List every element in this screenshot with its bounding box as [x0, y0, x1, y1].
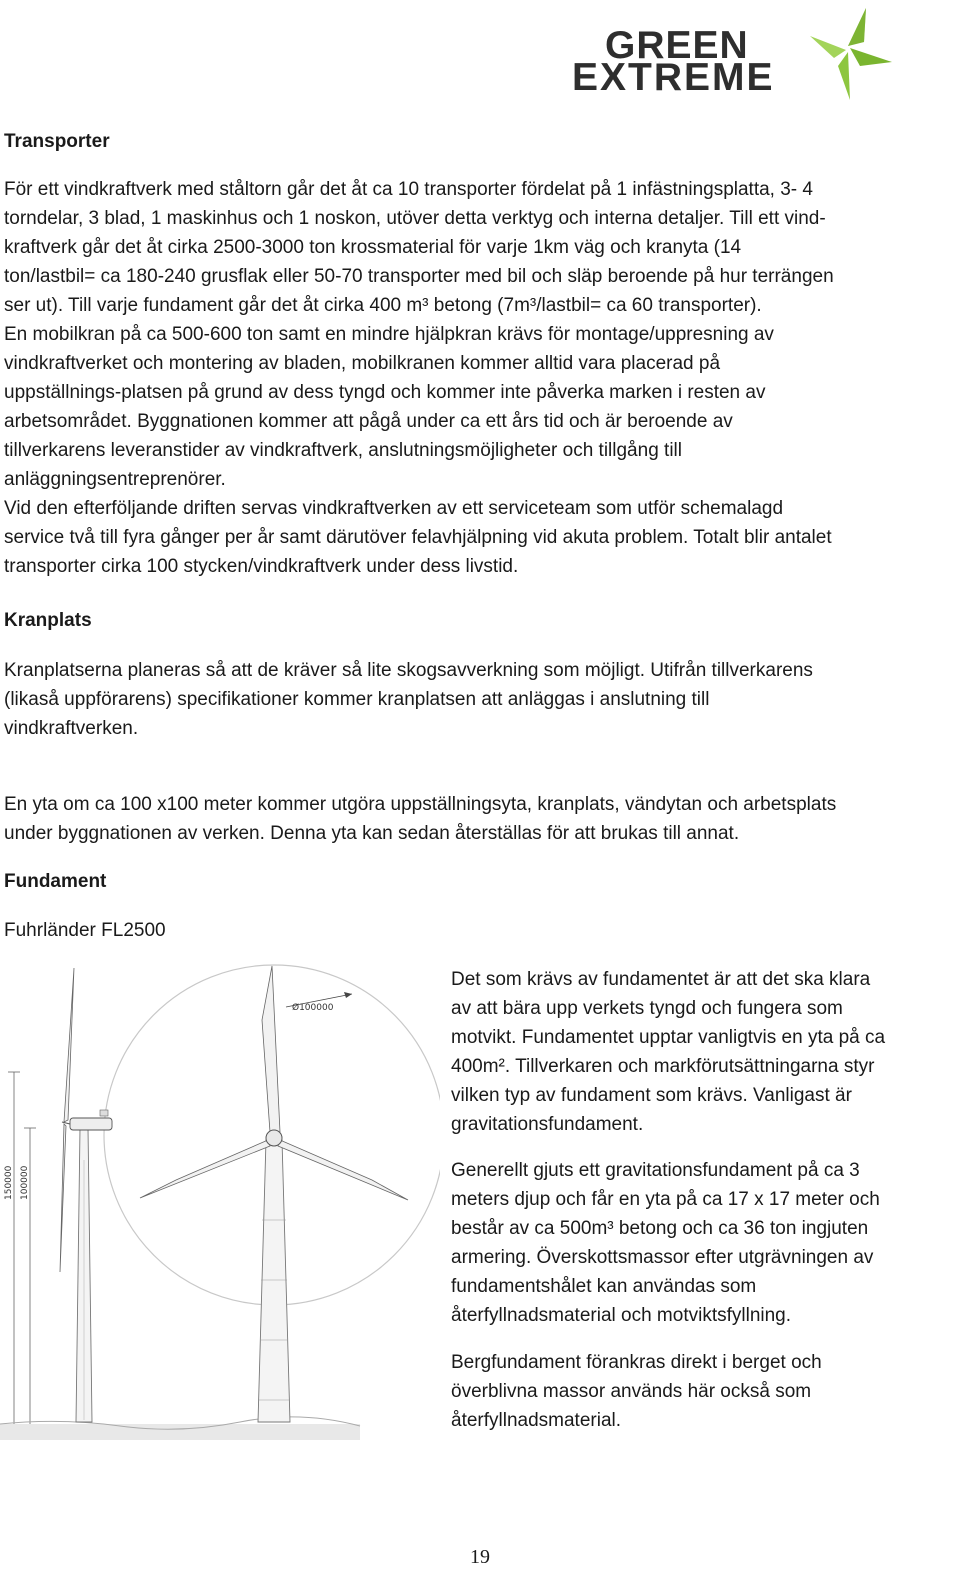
text-line: armering. Överskottsmassor efter utgrävningen av	[451, 1247, 874, 1268]
text-line: återfyllnadsmaterial och motviktsfyllning.	[451, 1305, 792, 1326]
section-heading-fundament: Fundament	[4, 871, 107, 892]
section-heading-transporter: Transporter	[4, 131, 110, 152]
text-line: arbetsområdet. Byggnationen kommer att pågå under ca ett års tid och är beroende av	[4, 411, 733, 432]
rotor-diameter-label: Ø100000	[292, 1003, 334, 1013]
text-line: En mobilkran på ca 500-600 ton samt en mindre hjälpkran krävs för montage/uppresning av	[4, 324, 774, 345]
text-line: Bergfundament förankras direkt i berget och	[451, 1352, 822, 1373]
text-line: vindkraftverket och montering av bladen, mobilkranen kommer alltid vara placerad på	[4, 353, 721, 374]
text-line: En yta om ca 100 x100 meter kommer utgöra uppställningsyta, kranplats, vändytan och arbetsplats	[4, 794, 837, 815]
side-view-turbine	[60, 968, 112, 1422]
kranplats-paragraph-1	[4, 656, 813, 743]
text-line: vilken typ av fundament som krävs. Vanligast är	[451, 1085, 852, 1106]
text-line: Vid den efterföljande driften servas vindkraftverken av ett serviceteam som utför schemalagd	[4, 498, 784, 519]
text-line: överblivna massor används här också som	[451, 1381, 812, 1402]
logo-text-extreme: EXTREME	[572, 56, 775, 99]
height-total-label: 150000	[4, 1165, 14, 1200]
height-hub-label: 100000	[20, 1165, 30, 1200]
text-line: 400m². Tillverkaren och markförutsättningarna styr	[451, 1056, 875, 1077]
text-line: återfyllnadsmaterial.	[451, 1410, 622, 1431]
front-view-turbine	[140, 966, 408, 1422]
text-line: Generellt gjuts ett gravitationsfundament på ca 3	[451, 1160, 860, 1181]
wind-turbine-drawing	[0, 960, 440, 1450]
text-line: transporter cirka 100 stycken/vindkraftverk under dess livstid.	[4, 556, 519, 577]
text-line: ser ut). Till varje fundament går det åt cirka 400 m³ betong (7m³/lastbil= ca 60 transporter).	[4, 295, 762, 316]
text-line: av att bära upp verkets tyngd och fungera som	[451, 998, 843, 1019]
text-line: tillverkarens leveranstider av vindkraftverk, anslutningsmöjligheter och tillgång till	[4, 440, 682, 461]
fundament-paragraph-3	[451, 1348, 822, 1435]
logo-text-green: GREEN	[605, 24, 749, 67]
text-line: består av ca 500m³ betong och ca 36 ton ingjuten	[451, 1218, 869, 1239]
text-line: anläggningsentreprenörer.	[4, 469, 226, 490]
text-line: Kranplatserna planeras så att de kräver så lite skogsavverkning som möjligt. Utifrån tillverkarens	[4, 660, 813, 681]
text-line: Det som krävs av fundamentet är att det ska klara	[451, 969, 871, 990]
fundament-paragraph-2	[451, 1156, 880, 1330]
text-line: (likaså uppförarens) specifikationer kommer kranplatsen att anläggas i anslutning till	[4, 689, 710, 710]
text-line: under byggnationen av verken. Denna yta kan sedan återställas för att brukas till annat.	[4, 823, 740, 844]
text-line: torndelar, 3 blad, 1 maskinhus och 1 noskon, utöver detta verktyg och interna detaljer. Till ett vind-	[4, 208, 826, 229]
page-number: 19	[470, 1546, 490, 1568]
text-line: kraftverk går det åt cirka 2500-3000 ton krossmaterial för varje 1km väg och kranyta (14	[4, 237, 742, 258]
text-line: gravitationsfundament.	[451, 1114, 644, 1135]
text-line: fundamentshålet kan användas som	[451, 1276, 757, 1297]
text-line: uppställnings-platsen på grund av dess tyngd och kommer inte påverka marken i resten av	[4, 382, 766, 403]
text-line: ton/lastbil= ca 180-240 grusflak eller 50-70 transporter med bil och släp beroende på hur terrängen	[4, 266, 834, 287]
text-line: motvikt. Fundamentet upptar vanligtvis en yta på ca	[451, 1027, 886, 1048]
kranplats-paragraph-2	[4, 790, 836, 848]
pinwheel-logo-icon	[804, 6, 894, 102]
green-extreme-logo	[572, 6, 894, 102]
text-line: vindkraftverken.	[4, 718, 139, 739]
transporter-paragraph	[4, 175, 834, 581]
section-heading-kranplats: Kranplats	[4, 610, 92, 631]
text-line: service två till fyra gånger per år samt därutöver felavhjälpning vid akuta problem. Totalt blir antalet	[4, 527, 832, 548]
turbine-illustration	[0, 960, 440, 1450]
turbine-model-label: Fuhrländer FL2500	[4, 920, 166, 941]
text-line: För ett vindkraftverk med ståltorn går det åt ca 10 transporter fördelat på 1 infästningsplatta, 3- 4	[4, 179, 813, 200]
fundament-paragraph-1	[451, 965, 885, 1139]
text-line: meters djup och får en yta på ca 17 x 17 meter och	[451, 1189, 880, 1210]
